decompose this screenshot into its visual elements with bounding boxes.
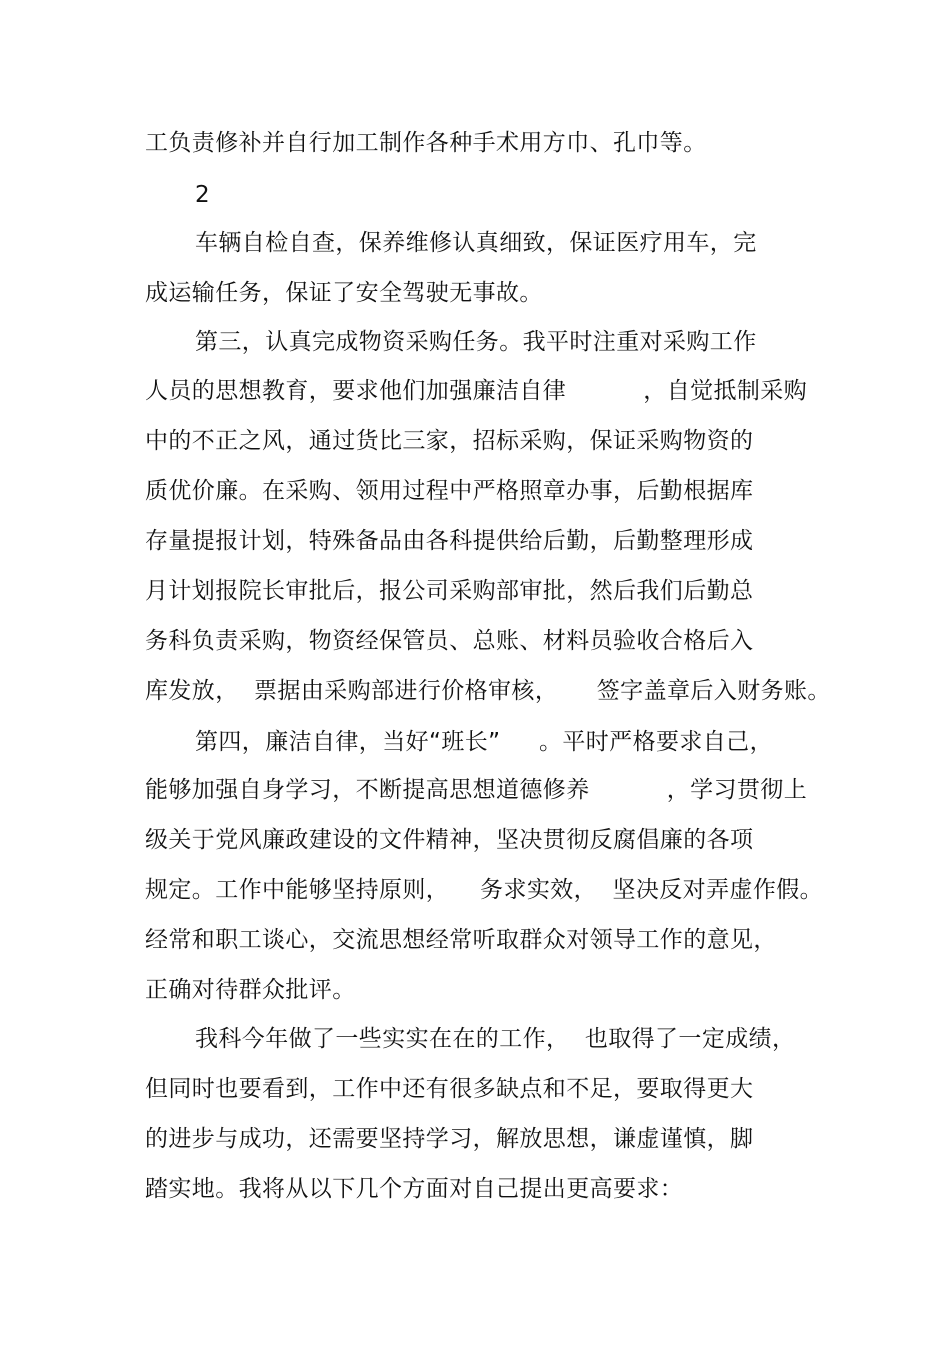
text-line: 规定。工作中能够坚持原则， 务求实效， 坚决反对弄虚作假。 <box>145 877 824 903</box>
page-number: 2 <box>195 182 211 208</box>
text-line: 务科负责采购，物资经保管员、总账、材料员验收合格后入 <box>145 628 754 654</box>
text-line: 存量提报计划，特殊备品由各科提供给后勤，后勤整理形成 <box>145 528 754 554</box>
text-line: 成运输任务，保证了安全驾驶无事故。 <box>145 280 543 306</box>
text-line: 踏实地。我将从以下几个方面对自己提出更高要求： <box>145 1176 684 1202</box>
text-line: 人员的思想教育，要求他们加强廉洁自律 ，自觉抵制采购 <box>145 378 808 404</box>
text-line: 但同时也要看到，工作中还有很多缺点和不足，要取得更大 <box>145 1076 754 1102</box>
text-line: 质优价廉。在采购、领用过程中严格照章办事，后勤根据库 <box>145 478 754 504</box>
text-line: 的进步与成功，还需要坚持学习，解放思想，谦虚谨慎，脚 <box>145 1126 754 1152</box>
paragraph-start: 第四，廉洁自律，当好“班长” 。平时严格要求自己， <box>195 729 773 755</box>
text-line: 中的不正之风，通过货比三家，招标采购，保证采购物资的 <box>145 428 754 454</box>
paragraph-start: 我科今年做了一些实实在在的工作， 也取得了一定成绩， <box>195 1026 796 1052</box>
paragraph-start: 第三，认真完成物资采购任务。我平时注重对采购工作 <box>195 329 757 355</box>
text-line: 工负责修补并自行加工制作各种手术用方巾、孔巾等。 <box>145 130 707 156</box>
text-line: 级关于党风廉政建设的文件精神，坚决贯彻反腐倡廉的各项 <box>145 827 754 853</box>
text-line: 车辆自检自查，保养维修认真细致，保证医疗用车，完 <box>195 230 757 256</box>
text-line: 月计划报院长审批后，报公司采购部审批，然后我们后勤总 <box>145 578 754 604</box>
text-line: 经常和职工谈心，交流思想经常听取群众对领导工作的意见， <box>145 927 777 953</box>
text-line: 库发放， 票据由采购部进行价格审核， 签字盖章后入财务账。 <box>145 678 831 704</box>
text-line: 正确对待群众批评。 <box>145 977 356 1003</box>
text-line: 能够加强自身学习，不断提高思想道德修养 ，学习贯彻上 <box>145 777 808 803</box>
